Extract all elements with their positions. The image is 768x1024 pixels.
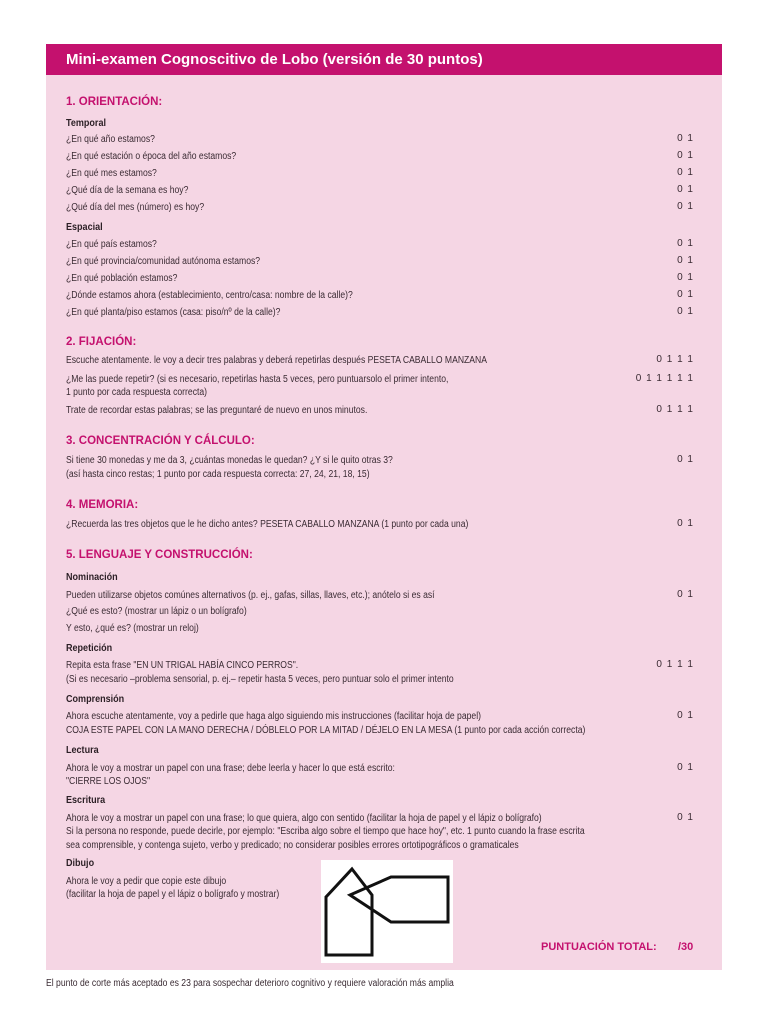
score-options: 0 1	[677, 454, 694, 465]
score-options: 0 1	[677, 255, 694, 266]
instruction-text: (Si es necesario –problema sensorial, p. ej.– repetir hasta 5 veces, pero puntuar solo el primer intento	[66, 674, 454, 685]
question-text: ¿Qué día de la semana es hoy?	[66, 185, 189, 196]
instruction-text: sea comprensible, y contenga sujeto, verbo y predicado; no considerar posibles errores ortotipográficos o gramaticales	[66, 840, 519, 851]
instruction-text: COJA ESTE PAPEL CON LA MANO DERECHA / DÓBLELO POR LA MITAD / DÉJELO EN LA MESA (1 punto por cada acción correcta)	[66, 725, 586, 736]
score-options: 0 1 1 1	[656, 659, 694, 670]
subheading-repeticion: Repetición	[66, 642, 113, 654]
question-text: ¿En qué planta/piso estamos (casa: piso/nº de la calle)?	[66, 307, 281, 318]
instruction-text: Si la persona no responde, puede decirle, por ejemplo: "Escriba algo sobre el tiempo que hace hoy", etc. 1 punto cuando la frase escrita	[66, 826, 585, 837]
score-options: 0 1	[677, 762, 694, 773]
subheading-nominacion: Nominación	[66, 571, 118, 583]
title-bar	[46, 44, 722, 75]
score-options: 0 1	[677, 184, 694, 195]
instruction-text: 1 punto por cada respuesta correcta)	[66, 387, 208, 398]
section-heading-concentracion: 3. CONCENTRACIÓN Y CÁLCULO:	[66, 435, 255, 447]
question-text: ¿En qué país estamos?	[66, 239, 157, 250]
section-heading-orientacion: 1. ORIENTACIÓN:	[66, 96, 163, 108]
question-text: ¿En qué provincia/comunidad autónoma estamos?	[66, 256, 261, 267]
question-text: ¿En qué población estamos?	[66, 273, 178, 284]
score-options: 0 1	[677, 289, 694, 300]
score-options: 0 1	[677, 238, 694, 249]
instruction-text: (así hasta cinco restas; 1 punto por cada respuesta correcta: 27, 24, 21, 18, 15)	[66, 469, 370, 480]
instruction-text: Ahora le voy a mostrar un papel con una frase; debe leerla y hacer lo que está escrito:	[66, 763, 395, 774]
subheading-espacial: Espacial	[66, 221, 103, 233]
section-heading-fijacion: 2. FIJACIÓN:	[66, 336, 137, 348]
instruction-text: ¿Me las puede repetir? (si es necesario, repetirlas hasta 5 veces, pero puntuarsolo el primer intento,	[66, 374, 449, 385]
instruction-text: Ahora escuche atentamente, voy a pedirle que haga algo siguiendo mis instrucciones (facilitar hoja de papel)	[66, 711, 481, 722]
question-text: ¿Qué día del mes (número) es hoy?	[66, 202, 205, 213]
exam-card	[46, 44, 722, 970]
score-options: 0 1	[677, 306, 694, 317]
instruction-text: Repita esta frase "EN UN TRIGAL HABÍA CINCO PERROS".	[66, 660, 299, 671]
instruction-text: Ahora le voy a pedir que copie este dibujo	[66, 876, 227, 887]
instruction-text: Pueden utilizarse objetos comúnes alternativos (p. ej., gafas, sillas, llaves, etc.); anótelo si es así	[66, 590, 435, 601]
subheading-temporal: Temporal	[66, 117, 106, 129]
instruction-text: Escuche atentamente. le voy a decir tres palabras y deberá repetirlas después PESETA CABALLO MANZANA	[66, 355, 487, 366]
instruction-text: Y esto, ¿qué es? (mostrar un reloj)	[66, 623, 199, 634]
total-score-value: /30	[678, 941, 694, 953]
section-heading-lenguaje: 5. LENGUAJE Y CONSTRUCCIÓN:	[66, 549, 253, 561]
instruction-text: ¿Recuerda las tres objetos que le he dicho antes? PESETA CABALLO MANZANA (1 punto por cada una)	[66, 519, 469, 530]
section-heading-memoria: 4. MEMORIA:	[66, 499, 139, 511]
subheading-dibujo: Dibujo	[66, 857, 95, 869]
score-options: 0 1 1 1 1 1	[635, 373, 694, 384]
subheading-escritura: Escritura	[66, 794, 106, 806]
score-options: 0 1	[677, 133, 694, 144]
question-text: ¿En qué estación o época del año estamos?	[66, 151, 237, 162]
question-text: ¿En qué mes estamos?	[66, 168, 157, 179]
instruction-text: Ahora le voy a mostrar un papel con una frase; lo que quiera, algo con sentido (facilitar la hoja de papel y el lápiz o bolígrafo)	[66, 813, 542, 824]
score-options: 0 1	[677, 150, 694, 161]
page-title: Mini-examen Cognoscitivo de Lobo (versión de 30 puntos)	[66, 51, 483, 68]
score-options: 0 1 1 1	[656, 354, 694, 365]
instruction-text: ¿Qué es esto? (mostrar un lápiz o un bolígrafo)	[66, 606, 247, 617]
score-options: 0 1 1 1	[656, 404, 694, 415]
score-options: 0 1	[677, 272, 694, 283]
score-options: 0 1	[677, 201, 694, 212]
question-text: ¿Dónde estamos ahora (establecimiento, centro/casa: nombre de la calle)?	[66, 290, 353, 301]
score-options: 0 1	[677, 518, 694, 529]
score-options: 0 1	[677, 812, 694, 823]
footnote: El punto de corte más aceptado es 23 para sospechar deterioro cognitivo y requiere valoración más amplia	[46, 978, 454, 989]
intersecting-pentagons-icon	[321, 860, 453, 963]
subheading-lectura: Lectura	[66, 744, 99, 756]
subheading-comprension: Comprensión	[66, 693, 125, 705]
instruction-text: "CIERRE LOS OJOS"	[66, 776, 151, 787]
pentagons-drawing	[321, 860, 453, 963]
score-options: 0 1	[677, 167, 694, 178]
question-text: ¿En qué año estamos?	[66, 134, 155, 145]
instruction-text: (facilitar la hoja de papel y el lápiz o bolígrafo y mostrar)	[66, 889, 280, 900]
instruction-text: Trate de recordar estas palabras; se las preguntaré de nuevo en unos minutos.	[66, 405, 368, 416]
score-options: 0 1	[677, 710, 694, 721]
instruction-text: Si tiene 30 monedas y me da 3, ¿cuántas monedas le quedan? ¿Y si le quito otras 3?	[66, 455, 393, 466]
score-options: 0 1	[677, 589, 694, 600]
total-score-label: PUNTUACIÓN TOTAL:	[541, 941, 657, 953]
